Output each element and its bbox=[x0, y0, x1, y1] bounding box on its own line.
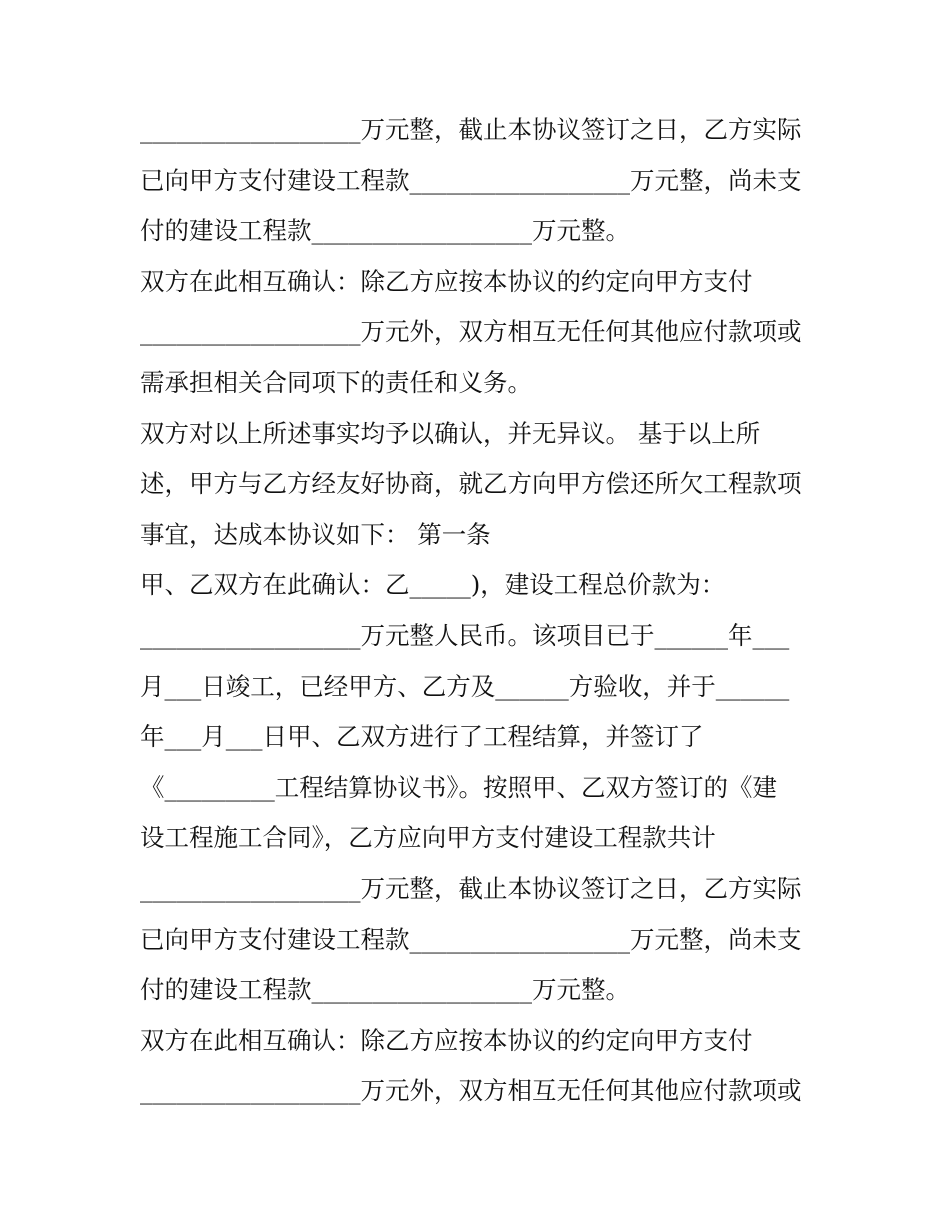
text-line: 《_________工程结算协议书》。按照甲、乙双方签订的《建 bbox=[140, 772, 777, 802]
text-line: __________________万元整，截止本协议签订之日，乙方实际 bbox=[140, 115, 802, 144]
text-line: 甲、乙双方在此确认：乙_____)，建设工程总价款为： bbox=[140, 570, 726, 600]
text-line: 月___日竣工，已经甲方、乙方及______方验收，并于______ bbox=[140, 671, 790, 701]
text-line: 付的建设工程款__________________万元整。 bbox=[140, 216, 630, 246]
text-line: 付的建设工程款__________________万元整。 bbox=[140, 975, 630, 1005]
text-line: 设工程施工合同》，乙方应向甲方支付建设工程款共计 bbox=[140, 823, 716, 853]
text-line: __________________万元外，双方相互无任何其他应付款项或 bbox=[140, 1076, 802, 1106]
document-body bbox=[140, 105, 820, 1117]
text-line: 双方在此相互确认：除乙方应按本协议的约定向甲方支付 bbox=[140, 266, 753, 296]
text-line: __________________万元整人民币。该项目已于______年___ bbox=[140, 620, 790, 650]
text-line: __________________万元整，截止本协议签订之日，乙方实际 bbox=[140, 873, 802, 903]
text-line: 需承担相关合同项下的责任和义务。 bbox=[140, 367, 532, 397]
text-line: 已向甲方支付建设工程款__________________万元整，尚未支 bbox=[140, 924, 802, 954]
text-line: 年___月___日甲、乙双方进行了工程结算，并签订了 bbox=[140, 722, 704, 752]
text-line: 述，甲方与乙方经友好协商，就乙方向甲方偿还所欠工程款项 bbox=[140, 469, 802, 499]
text-line: 双方在此相互确认：除乙方应按本协议的约定向甲方支付 bbox=[140, 1025, 753, 1055]
text-line: __________________万元外，双方相互无任何其他应付款项或 bbox=[140, 317, 802, 347]
text-line: 事宜，达成本协议如下： 第一条 bbox=[140, 519, 491, 549]
text-line: 双方对以上所述事实均予以确认，并无异议。 基于以上所 bbox=[140, 418, 761, 448]
text-line: 已向甲方支付建设工程款__________________万元整，尚未支 bbox=[140, 165, 802, 195]
